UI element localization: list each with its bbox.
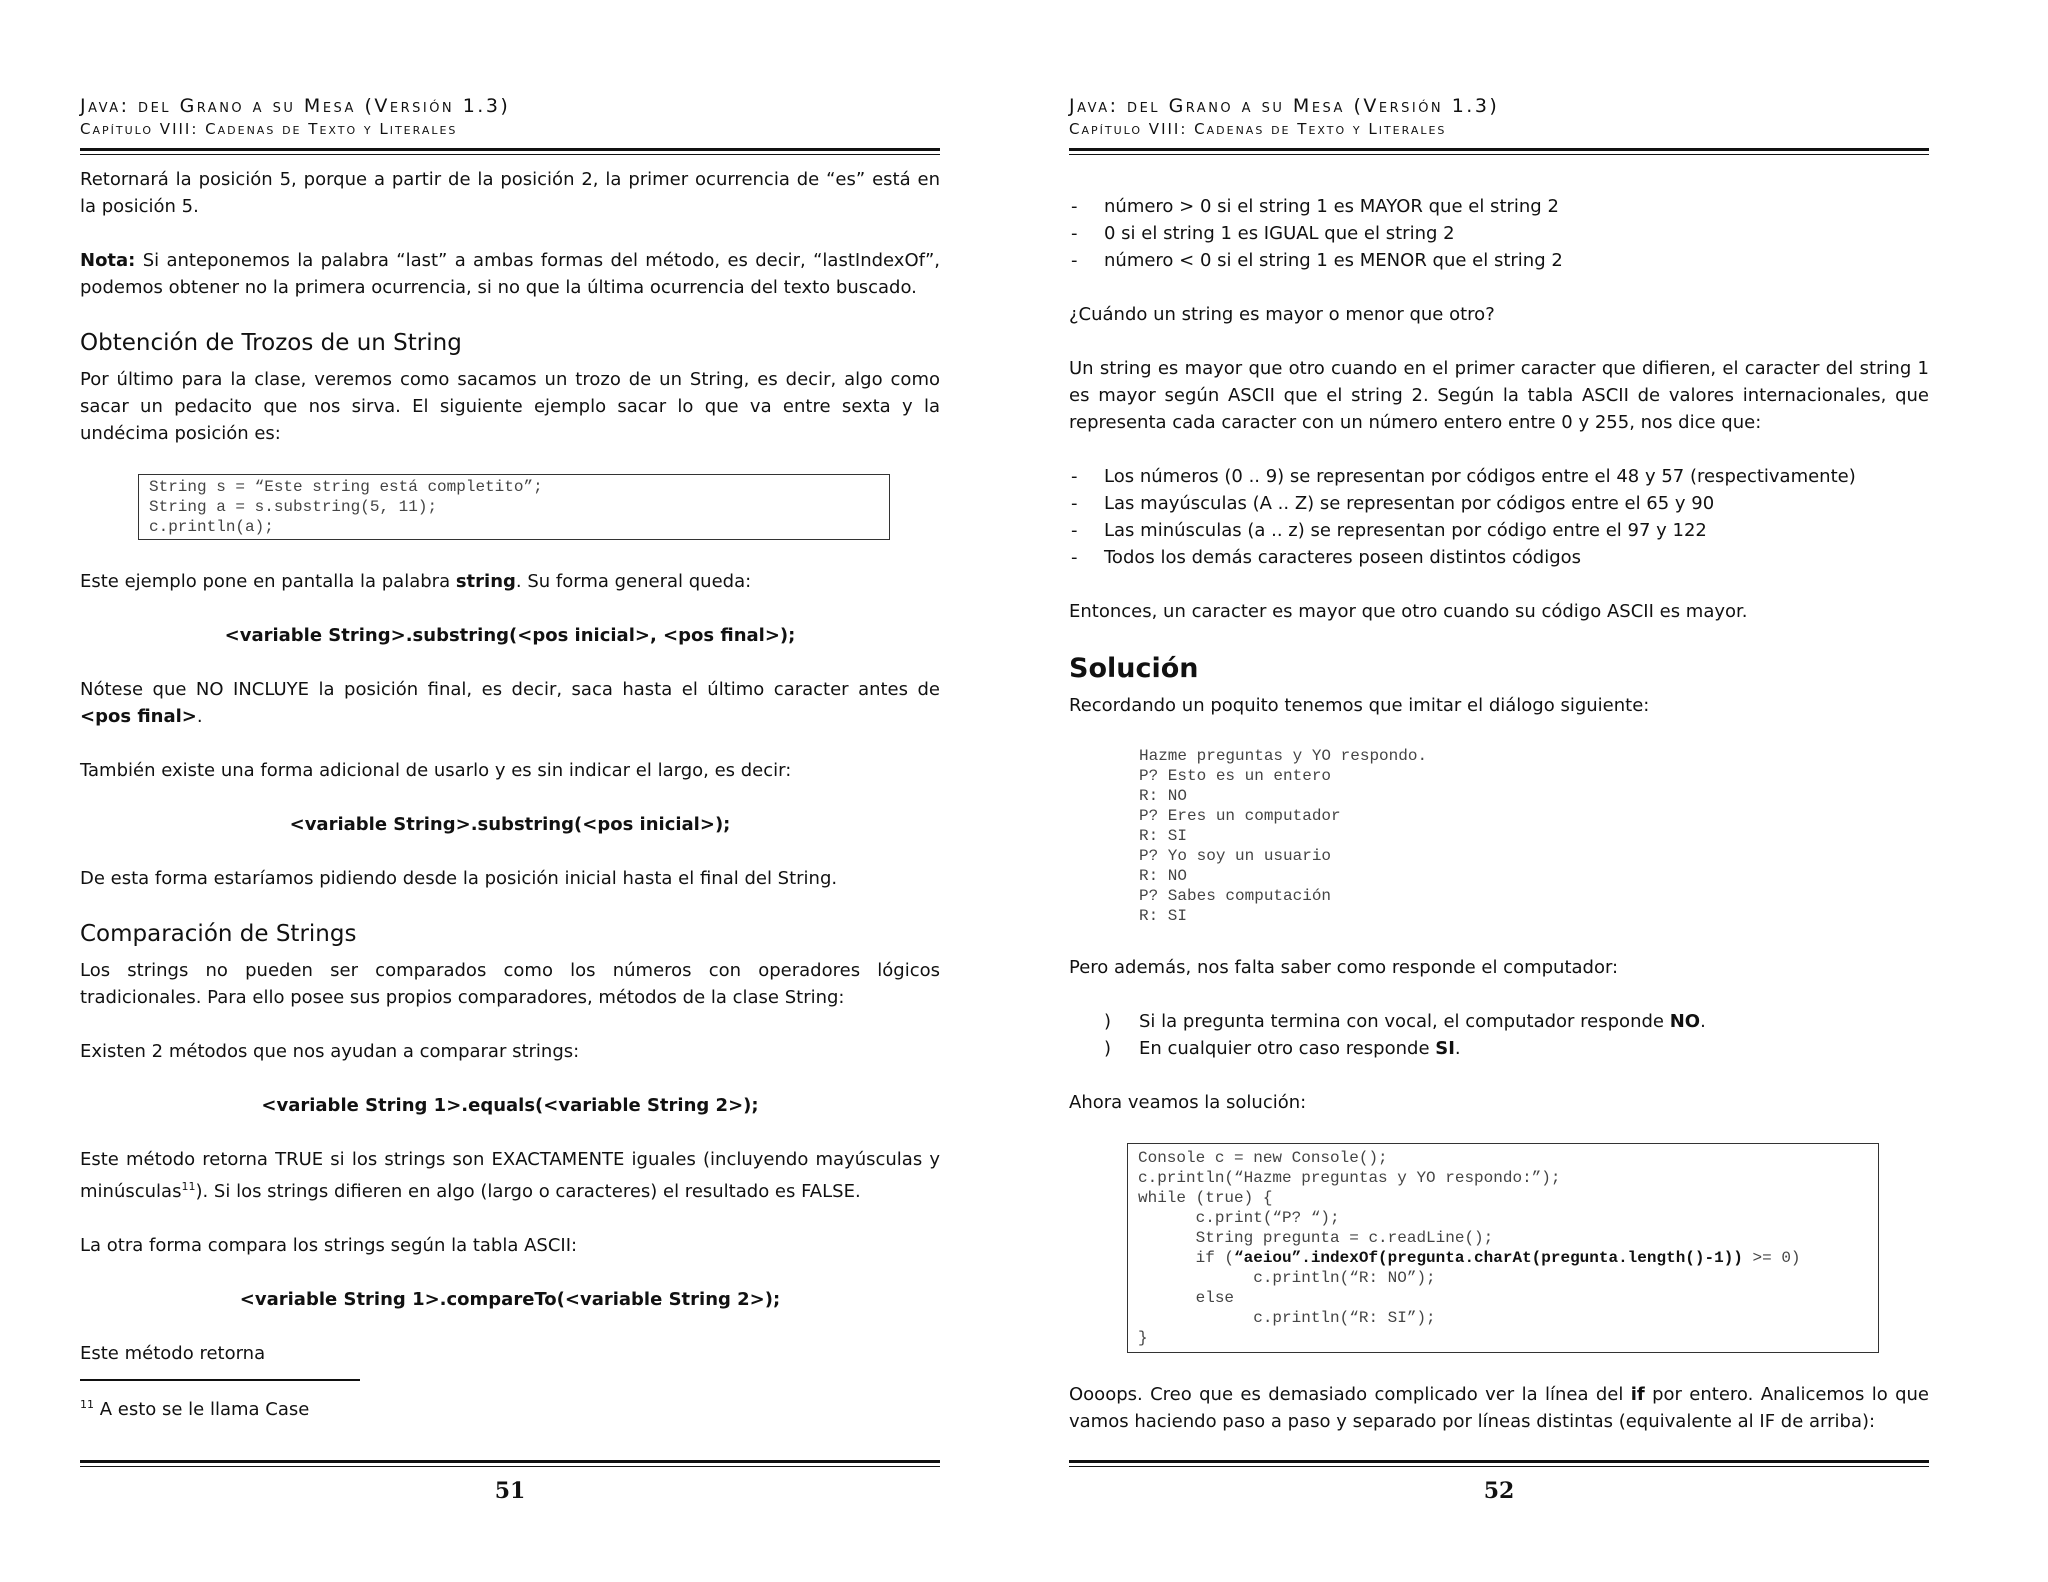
header-rule xyxy=(80,148,940,155)
code-line: else xyxy=(1138,1289,1235,1307)
code-text: if ( xyxy=(1138,1249,1235,1267)
dialog-line: Hazme preguntas y YO respondo. xyxy=(1139,747,1428,765)
paragraph xyxy=(80,676,940,730)
footnote-ref[interactable]: 11 xyxy=(181,1180,196,1193)
section-heading: Obtención de Trozos de un String xyxy=(80,330,462,356)
chapter-title: Capítulo VIII: Cadenas de Texto y Literales xyxy=(80,120,458,138)
code-line: c.println(a); xyxy=(149,518,274,536)
paren-bullet-icon: ) xyxy=(1104,1038,1112,1059)
paragraph: Existen 2 métodos que nos ayudan a comparar strings: xyxy=(80,1041,580,1062)
paragraph: Entonces, un caracter es mayor que otro cuando su código ASCII es mayor. xyxy=(1069,601,1748,622)
text: . xyxy=(196,706,203,727)
paragraph: Los strings no pueden ser comparados como los números con operadores lógicos tradicionales. Para ello posee sus propios comparadores, métodos de la clase String: xyxy=(80,960,940,1008)
dialog-line: R: SI xyxy=(1139,907,1188,925)
bold-text: SI xyxy=(1435,1038,1455,1059)
paragraph xyxy=(80,1146,940,1205)
footnote-rule xyxy=(80,1379,360,1381)
text: . xyxy=(1454,1038,1461,1059)
text: Este ejemplo pone en pantalla la palabra xyxy=(80,571,456,592)
text: . Su forma general queda: xyxy=(515,571,752,592)
text: Este método retorna TRUE si los strings son EXACTAMENTE iguales (incluyendo mayúsculas y minúsculas xyxy=(80,1149,940,1202)
text: Nótese que NO INCLUYE la posición final, es decir, saca hasta el último caracter antes de xyxy=(80,679,940,700)
dialog-line: P? Sabes computación xyxy=(1139,887,1332,905)
text: ). Si los strings difieren en algo (largo o caracteres) el resultado es FALSE. xyxy=(195,1181,861,1202)
book-title: Java: del Grano a su Mesa (Versión 1.3) xyxy=(1069,95,1500,117)
code-line xyxy=(1138,1248,1868,1268)
syntax-line: <variable String>.substring(<pos inicial>, <pos final>); xyxy=(224,625,796,646)
paragraph: Pero además, nos falta saber como responde el computador: xyxy=(1069,957,1619,978)
code-line: String pregunta = c.readLine(); xyxy=(1138,1229,1494,1247)
code-text: >= 0) xyxy=(1742,1249,1801,1267)
code-block xyxy=(138,474,890,540)
dialog-line: P? Esto es un entero xyxy=(1139,767,1332,785)
list-item: - 0 si el string 1 es IGUAL que el string 2 xyxy=(1069,220,1929,247)
text: Si la pregunta termina con vocal, el computador responde xyxy=(1139,1011,1670,1032)
dialog-line: R: SI xyxy=(1139,827,1188,845)
comparison-list xyxy=(1069,193,1929,274)
dialog-example xyxy=(1139,746,1929,926)
paragraph: Un string es mayor que otro cuando en el primer caracter que difieren, el caracter del string 1 es mayor según ASCII que el string 2. Según la tabla ASCII de valores internacionales, que representa cada caracter con un número entero entre 0 y 255, nos dice que: xyxy=(1069,358,1929,433)
bold-text: <pos final> xyxy=(80,706,197,727)
dialog-line: R: NO xyxy=(1139,867,1188,885)
list-item xyxy=(1069,1008,1929,1035)
paragraph: De esta forma estaríamos pidiendo desde la posición inicial hasta el final del String. xyxy=(80,868,838,889)
list-item: - Las mayúsculas (A .. Z) se representan por códigos entre el 65 y 90 xyxy=(1069,490,1929,517)
section-heading: Comparación de Strings xyxy=(80,921,357,947)
footer-rule xyxy=(1069,1460,1929,1467)
code-line: c.print(“P? “); xyxy=(1138,1209,1340,1227)
text: por entero. Analicemos lo que vamos haciendo paso a paso y separado por líneas distintas (equivalente al IF de arriba): xyxy=(1069,1384,1929,1432)
list-item xyxy=(1069,1035,1929,1062)
dialog-line: P? Yo soy un usuario xyxy=(1139,847,1332,865)
code-line: c.println(“R: SI”); xyxy=(1138,1309,1436,1327)
list-item: - Todos los demás caracteres poseen distintos códigos xyxy=(1069,544,1929,571)
paragraph: Ahora veamos la solución: xyxy=(1069,1092,1307,1113)
code-line: String s = “Este string está completito”; xyxy=(149,478,543,496)
paragraph: La otra forma compara los strings según la tabla ASCII: xyxy=(80,1235,578,1256)
note-label: Nota: xyxy=(80,250,136,271)
code-line: c.println(“R: NO”); xyxy=(1138,1269,1436,1287)
paragraph: Este método retorna xyxy=(80,1343,266,1364)
page-content xyxy=(80,166,940,1423)
note-paragraph xyxy=(80,247,940,301)
page-right xyxy=(1069,0,1929,1582)
footnote-text: A esto se le llama Case xyxy=(94,1399,310,1420)
bold-text: if xyxy=(1630,1384,1645,1405)
code-line: } xyxy=(1138,1329,1148,1347)
text: Oooops. Creo que es demasiado complicado ver la línea del xyxy=(1069,1384,1631,1405)
text: En cualquier otro caso responde xyxy=(1139,1038,1436,1059)
list-item: - Las minúsculas (a .. z) se representan por código entre el 97 y 122 xyxy=(1069,517,1929,544)
list-item: - Los números (0 .. 9) se representan por códigos entre el 48 y 57 (respectivamente) xyxy=(1069,463,1929,490)
footer-rule xyxy=(80,1460,940,1467)
dialog-line: P? Eres un computador xyxy=(1139,807,1341,825)
page-number: 52 xyxy=(1483,1478,1515,1504)
chapter-title: Capítulo VIII: Cadenas de Texto y Literales xyxy=(1069,120,1447,138)
bold-text: NO xyxy=(1669,1011,1701,1032)
paragraph xyxy=(1069,1381,1929,1435)
page-number: 51 xyxy=(494,1478,526,1504)
bold-text: string xyxy=(455,571,516,592)
code-line: Console c = new Console(); xyxy=(1138,1149,1388,1167)
dialog-line: R: NO xyxy=(1139,787,1188,805)
page-content xyxy=(1069,193,1929,1462)
ascii-list xyxy=(1069,463,1929,571)
footnote xyxy=(80,1391,940,1423)
paragraph: Recordando un poquito tenemos que imitar el diálogo siguiente: xyxy=(1069,695,1650,716)
page-left xyxy=(80,0,940,1582)
list-item: - número > 0 si el string 1 es MAYOR que el string 2 xyxy=(1069,193,1929,220)
syntax-line: <variable String>.substring(<pos inicial>); xyxy=(289,814,731,835)
code-line: String a = s.substring(5, 11); xyxy=(149,498,438,516)
code-bold: “aeiou”.indexOf(pregunta.charAt(pregunta.length()-1)) xyxy=(1234,1249,1743,1267)
text: . xyxy=(1700,1011,1706,1032)
list-item: - número < 0 si el string 1 es MENOR que el string 2 xyxy=(1069,247,1929,274)
syntax-line: <variable String 1>.equals(<variable String 2>); xyxy=(261,1095,759,1116)
paren-bullet-icon: ) xyxy=(1104,1011,1112,1032)
syntax-line: <variable String 1>.compareTo(<variable String 2>); xyxy=(239,1289,781,1310)
paragraph: Por último para la clase, veremos como sacamos un trozo de un String, es decir, algo como sacar un pedacito que nos sirva. El siguiente ejemplo sacar lo que va entre sexta y la undécima posición es: xyxy=(80,369,940,444)
code-line: c.println(“Hazme preguntas y YO respondo:”); xyxy=(1138,1169,1561,1187)
footnote-number: 11 xyxy=(80,1398,94,1411)
solution-code-block xyxy=(1127,1143,1879,1353)
section-heading: Solución xyxy=(1069,653,1199,684)
header-rule xyxy=(1069,148,1929,155)
paragraph: ¿Cuándo un string es mayor o menor que otro? xyxy=(1069,304,1495,325)
rules-list xyxy=(1069,1008,1929,1062)
book-title: Java: del Grano a su Mesa (Versión 1.3) xyxy=(80,95,511,117)
paragraph: Retornará la posición 5, porque a partir de la posición 2, la primer ocurrencia de “es” está en la posición 5. xyxy=(80,169,940,217)
note-text: Si anteponemos la palabra “last” a ambas formas del método, es decir, “lastIndexOf”, podemos obtener no la primera ocurrencia, si no que la última ocurrencia del texto buscado. xyxy=(80,250,940,298)
paragraph xyxy=(80,568,940,595)
code-line: while (true) { xyxy=(1138,1189,1273,1207)
paragraph: También existe una forma adicional de usarlo y es sin indicar el largo, es decir: xyxy=(80,760,792,781)
